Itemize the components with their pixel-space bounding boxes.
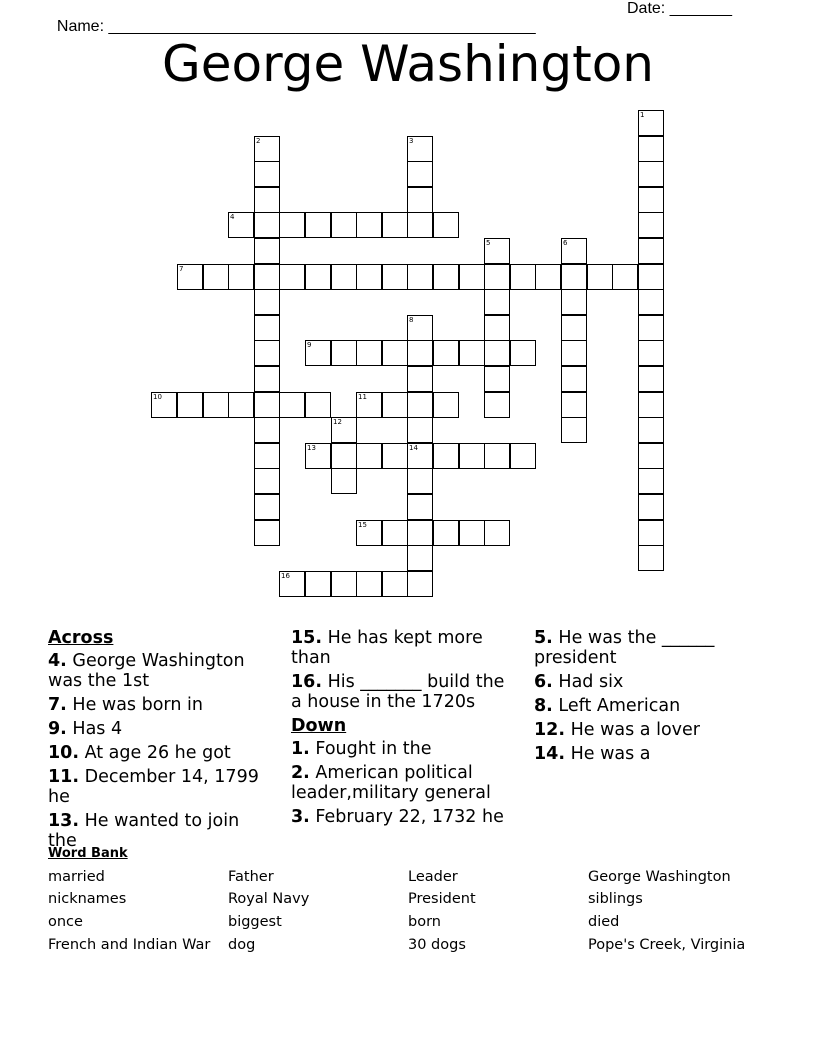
- word-bank-item: siblings: [588, 891, 643, 907]
- crossword-cell[interactable]: [638, 161, 664, 187]
- word-bank-item: biggest: [228, 914, 282, 930]
- crossword-cell[interactable]: [305, 443, 331, 469]
- crossword-cell[interactable]: [254, 136, 280, 162]
- crossword-cell[interactable]: [254, 494, 280, 520]
- clue-number: 6: [563, 239, 568, 247]
- crossword-cell[interactable]: [638, 443, 664, 469]
- word-bank-item: nicknames: [48, 891, 127, 907]
- crossword-cell[interactable]: [638, 110, 664, 136]
- crossword-cell[interactable]: [561, 417, 587, 443]
- crossword-cell[interactable]: [484, 443, 510, 469]
- crossword-cell[interactable]: [561, 264, 587, 290]
- crossword-cell[interactable]: [254, 468, 280, 494]
- crossword-cell[interactable]: [433, 443, 459, 469]
- crossword-cell[interactable]: [407, 545, 433, 571]
- crossword-cell[interactable]: [587, 264, 613, 290]
- down-clue-12: 12. He was a lover: [534, 720, 700, 740]
- clue-number: 3: [409, 137, 414, 145]
- crossword-cell[interactable]: [510, 264, 536, 290]
- crossword-cell[interactable]: [638, 264, 664, 290]
- crossword-cell[interactable]: [638, 136, 664, 162]
- word-bank-item: Father: [228, 869, 274, 885]
- crossword-cell[interactable]: [254, 366, 280, 392]
- crossword-cell[interactable]: [561, 392, 587, 418]
- crossword-cell[interactable]: [561, 238, 587, 264]
- crossword-cell[interactable]: [561, 366, 587, 392]
- word-bank-item: died: [588, 914, 620, 930]
- crossword-cell[interactable]: [638, 212, 664, 238]
- crossword-cell[interactable]: [331, 264, 357, 290]
- crossword-cell[interactable]: [331, 468, 357, 494]
- crossword-cell[interactable]: [638, 187, 664, 213]
- crossword-cell[interactable]: [612, 264, 638, 290]
- crossword-cell[interactable]: [382, 212, 408, 238]
- word-bank-item: Leader: [408, 869, 458, 885]
- crossword-cell[interactable]: [254, 264, 280, 290]
- clue-number: 14: [409, 444, 418, 452]
- across-clue-16: 16. His _______ build the a house in the 1720s: [291, 672, 505, 712]
- crossword-cell[interactable]: [638, 520, 664, 546]
- word-bank-title: Word Bank: [48, 846, 128, 861]
- crossword-cell[interactable]: [433, 392, 459, 418]
- across-clue-13: 13. He wanted to join the: [48, 811, 240, 851]
- crossword-cell[interactable]: [407, 417, 433, 443]
- crossword-cell[interactable]: [382, 264, 408, 290]
- crossword-cell[interactable]: [407, 187, 433, 213]
- down-clue-3: 3. February 22, 1732 he: [291, 807, 504, 827]
- clue-number: 10: [153, 393, 162, 401]
- clue-number: 13: [307, 444, 316, 452]
- crossword-cell[interactable]: [356, 392, 382, 418]
- crossword-cell[interactable]: [254, 161, 280, 187]
- clue-number: 11: [358, 393, 367, 401]
- crossword-cell[interactable]: [638, 417, 664, 443]
- crossword-cell[interactable]: [433, 212, 459, 238]
- crossword-cell[interactable]: [254, 315, 280, 341]
- crossword-cell[interactable]: [279, 392, 305, 418]
- down-clue-14: 14. He was a: [534, 744, 651, 764]
- crossword-cell[interactable]: [382, 520, 408, 546]
- across-heading: Across: [48, 628, 114, 648]
- crossword-cell[interactable]: [356, 443, 382, 469]
- word-bank-item: born: [408, 914, 441, 930]
- crossword-cell[interactable]: [228, 212, 254, 238]
- clue-column-3: [534, 628, 759, 768]
- crossword-cell[interactable]: [638, 494, 664, 520]
- crossword-cell[interactable]: [177, 264, 203, 290]
- crossword-cell[interactable]: [484, 264, 510, 290]
- crossword-cell[interactable]: [407, 366, 433, 392]
- crossword-cell[interactable]: [638, 366, 664, 392]
- header-name-date: [48, 0, 748, 35]
- word-bank-item: dog: [228, 937, 256, 953]
- crossword-cell[interactable]: [459, 443, 485, 469]
- crossword-cell[interactable]: [561, 315, 587, 341]
- word-bank-item: married: [48, 869, 105, 885]
- crossword-cell[interactable]: [407, 212, 433, 238]
- crossword-cell[interactable]: [510, 340, 536, 366]
- crossword-cell[interactable]: [254, 238, 280, 264]
- page-title: George Washington: [162, 35, 654, 93]
- name-field-label: Name: ________________________________________________: [56, 18, 536, 35]
- crossword-cell[interactable]: [356, 340, 382, 366]
- crossword-cell[interactable]: [254, 187, 280, 213]
- crossword-cell[interactable]: [407, 161, 433, 187]
- down-clue-6: 6. Had six: [534, 672, 624, 692]
- crossword-cell[interactable]: [305, 392, 331, 418]
- crossword-cell[interactable]: [638, 545, 664, 571]
- crossword-cell[interactable]: [561, 340, 587, 366]
- word-bank-item: once: [48, 914, 83, 930]
- crossword-cell[interactable]: [459, 340, 485, 366]
- crossword-cell[interactable]: [254, 392, 280, 418]
- crossword-cell[interactable]: [433, 340, 459, 366]
- crossword-cell[interactable]: [638, 392, 664, 418]
- crossword-cell[interactable]: [484, 520, 510, 546]
- crossword-cell[interactable]: [638, 238, 664, 264]
- clue-number: 12: [333, 418, 342, 426]
- crossword-cell[interactable]: [331, 340, 357, 366]
- crossword-cell[interactable]: [407, 264, 433, 290]
- crossword-cell[interactable]: [484, 238, 510, 264]
- crossword-cell[interactable]: [484, 366, 510, 392]
- word-bank-item: President: [408, 891, 476, 907]
- clue-number: 4: [230, 213, 235, 221]
- crossword-cell[interactable]: [331, 212, 357, 238]
- crossword-cell[interactable]: [279, 571, 305, 597]
- crossword-cell[interactable]: [279, 264, 305, 290]
- word-bank-item: 30 dogs: [408, 937, 466, 953]
- crossword-cell[interactable]: [356, 520, 382, 546]
- clue-number: 16: [281, 572, 290, 580]
- crossword-cell[interactable]: [331, 417, 357, 443]
- crossword-cell[interactable]: [254, 417, 280, 443]
- crossword-cell[interactable]: [356, 571, 382, 597]
- crossword-cell[interactable]: [638, 315, 664, 341]
- date-field-label: Date: _______: [627, 0, 732, 17]
- crossword-cell[interactable]: [407, 520, 433, 546]
- crossword-cell[interactable]: [305, 571, 331, 597]
- crossword-cell[interactable]: [305, 264, 331, 290]
- crossword-cell[interactable]: [484, 289, 510, 315]
- crossword-cell[interactable]: [356, 264, 382, 290]
- crossword-cell[interactable]: [254, 212, 280, 238]
- crossword-cell[interactable]: [203, 392, 229, 418]
- crossword-cell[interactable]: [535, 264, 561, 290]
- crossword-cell[interactable]: [433, 264, 459, 290]
- word-bank-item: Pope's Creek, Virginia: [588, 937, 746, 953]
- down-clue-5: 5. He was the ______ president: [534, 628, 715, 668]
- crossword-cell[interactable]: [407, 315, 433, 341]
- crossword-cell[interactable]: [254, 520, 280, 546]
- crossword-cell[interactable]: [459, 264, 485, 290]
- crossword-cell[interactable]: [407, 392, 433, 418]
- clue-number: 5: [486, 239, 491, 247]
- down-clue-2: 2. American political leader,military general: [291, 763, 491, 803]
- crossword-cell[interactable]: [203, 264, 229, 290]
- crossword-cell[interactable]: [305, 212, 331, 238]
- crossword-cell[interactable]: [279, 212, 305, 238]
- crossword-cell[interactable]: [331, 443, 357, 469]
- crossword-cell[interactable]: [433, 520, 459, 546]
- down-clue-8: 8. Left American: [534, 696, 681, 716]
- clue-number: 2: [256, 137, 261, 145]
- crossword-cell[interactable]: [407, 494, 433, 520]
- crossword-cell[interactable]: [459, 520, 485, 546]
- crossword-cell[interactable]: [177, 392, 203, 418]
- across-clue-15: 15. He has kept more than: [291, 628, 483, 668]
- word-bank-item: Royal Navy: [228, 891, 310, 907]
- word-bank-item: French and Indian War: [48, 937, 211, 953]
- crossword-cell[interactable]: [331, 571, 357, 597]
- crossword-cell[interactable]: [484, 392, 510, 418]
- across-clue-4: 4. George Washington was the 1st: [48, 651, 245, 691]
- crossword-cell[interactable]: [484, 340, 510, 366]
- crossword-cell[interactable]: [254, 443, 280, 469]
- crossword-cell[interactable]: [638, 340, 664, 366]
- crossword-cell[interactable]: [638, 468, 664, 494]
- crossword-cell[interactable]: [254, 340, 280, 366]
- crossword-cell[interactable]: [228, 392, 254, 418]
- crossword-cell[interactable]: [382, 571, 408, 597]
- crossword-cell[interactable]: [484, 315, 510, 341]
- clue-column-1: [48, 628, 273, 855]
- crossword-cell[interactable]: [382, 443, 408, 469]
- across-clue-7: 7. He was born in: [48, 695, 203, 715]
- down-heading: Down: [291, 716, 347, 736]
- crossword-cell[interactable]: [510, 443, 536, 469]
- crossword-cell[interactable]: [638, 289, 664, 315]
- crossword-cell[interactable]: [407, 136, 433, 162]
- clue-column-2: [291, 628, 516, 831]
- across-clue-9: 9. Has 4: [48, 719, 123, 739]
- crossword-cell[interactable]: [382, 392, 408, 418]
- crossword-cell[interactable]: [407, 468, 433, 494]
- crossword-cell[interactable]: [151, 392, 177, 418]
- crossword-cell[interactable]: [254, 289, 280, 315]
- crossword-cell[interactable]: [407, 443, 433, 469]
- crossword-cell[interactable]: [382, 340, 408, 366]
- crossword-cell[interactable]: [305, 340, 331, 366]
- across-clue-10: 10. At age 26 he got: [48, 743, 231, 763]
- clue-number: 8: [409, 316, 414, 324]
- crossword-cell[interactable]: [407, 571, 433, 597]
- clue-number: 7: [179, 265, 184, 273]
- clue-number: 15: [358, 521, 367, 529]
- crossword-cell[interactable]: [228, 264, 254, 290]
- clue-number: 1: [640, 111, 645, 119]
- clue-number: 9: [307, 341, 312, 349]
- across-clue-11: 11. December 14, 1799 he: [48, 767, 259, 807]
- down-clue-1: 1. Fought in the: [291, 739, 432, 759]
- word-bank-item: George Washington: [588, 869, 731, 885]
- crossword-cell[interactable]: [407, 340, 433, 366]
- crossword-cell[interactable]: [356, 212, 382, 238]
- crossword-cell[interactable]: [561, 289, 587, 315]
